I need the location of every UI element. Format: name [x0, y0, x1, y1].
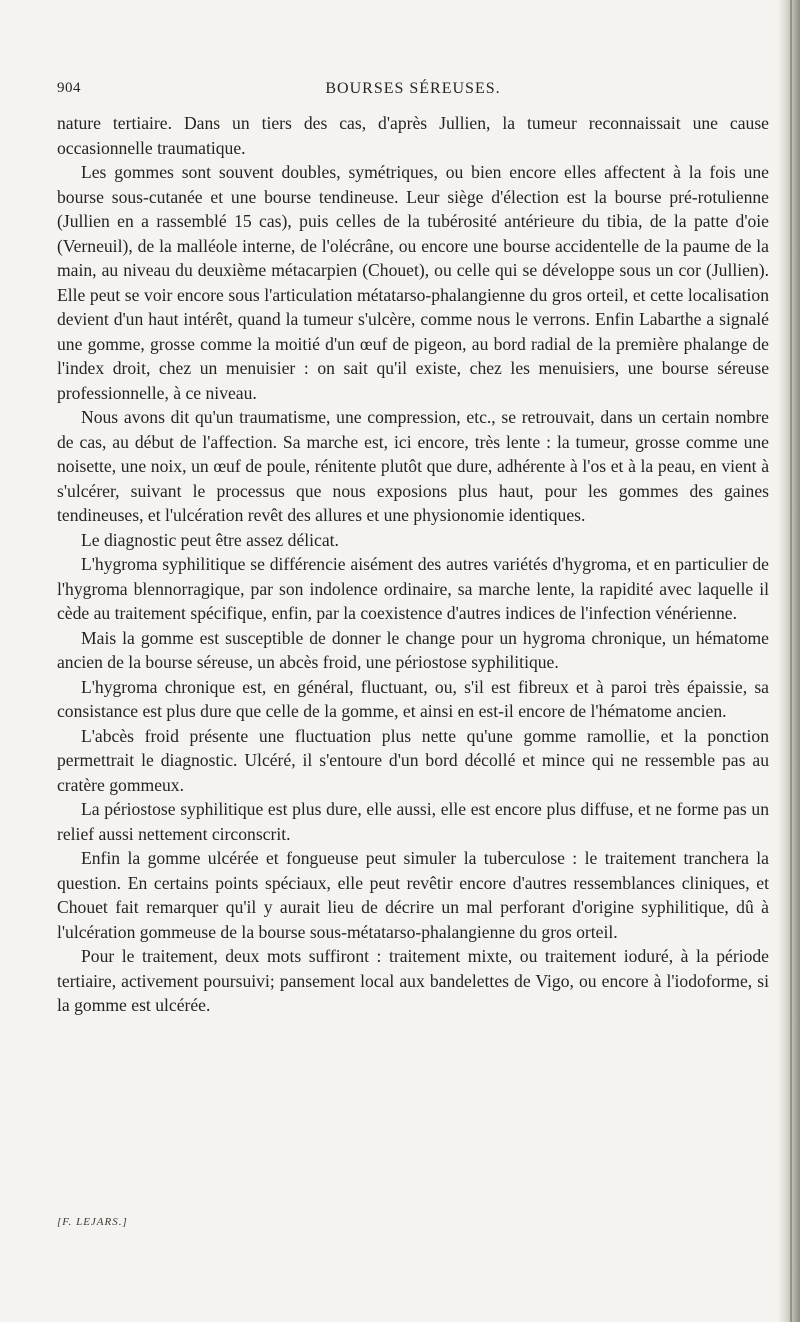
- header-title: BOURSES SÉREUSES.: [325, 80, 501, 97]
- paragraph: nature tertiaire. Dans un tiers des cas, d'après Jullien, la tumeur reconnaissait une cause occasionnelle traumatique.: [57, 113, 769, 158]
- paragraph: L'hygroma syphilitique se différencie aisément des autres variétés d'hygroma, et en particulier de l'hygroma blennorragique, par son indolence ordinaire, sa marche lente, la rapidité avec laquelle il cède au traitement spécifique, enfin, par la coexistence d'autres indices de l'infection vénérienne.: [57, 554, 769, 623]
- page-binding-edge: [778, 0, 800, 1322]
- running-head: [57, 80, 769, 106]
- paragraph: L'hygroma chronique est, en général, fluctuant, ou, s'il est fibreux et à paroi très épaissie, sa consistance est plus dure que celle de la gomme, et ainsi en est-il encore de l'hématome ancien.: [57, 676, 769, 721]
- body-text: [57, 111, 769, 1018]
- page-number: 904: [57, 80, 81, 96]
- paragraph: Enfin la gomme ulcérée et fongueuse peut simuler la tuberculose : le traitement tranchera la question. En certains points spéciaux, elle peut revêtir encore d'autres ressemblances cliniques, et Chouet fait remarquer qu'il y aurait lieu de décrire un mal perforant d'origine syphilitique, dû à l'ulcération gommeuse de la bourse sous-métatarso-phalangienne du gros orteil.: [57, 848, 769, 942]
- paragraph: L'abcès froid présente une fluctuation plus nette qu'une gomme ramollie, et la ponction permettrait le diagnostic. Ulcéré, il s'entoure d'un bord décollé et mince qui ne ressemble pas au cratère gommeux.: [57, 725, 769, 795]
- paragraph: Pour le traitement, deux mots suffiront : traitement mixte, ou traitement ioduré, à la période tertiaire, activement poursuivi; pansement local aux bandelettes de Vigo, ou encore à l'iodoforme, si la gomme est ulcérée.: [57, 946, 769, 1015]
- page-binding-line: [790, 0, 792, 1322]
- paragraph: Nous avons dit qu'un traumatisme, une compression, etc., se retrouvait, dans un certain nombre de cas, au début de l'affection. Sa marche est, ici encore, très lente : la tumeur, grosse comme une noisette, une noix, un œuf de poule, rénitente plutôt que dure, adhérente à l'os et à la peau, en vient à s'ulcérer, suivant le processus que nous exposions plus haut, pour les gommes des gaines tendineuses, et l'ulcération revêt des allures et une physionomie identiques.: [57, 407, 769, 525]
- paragraph: Le diagnostic peut être assez délicat.: [81, 529, 339, 550]
- paragraph: Mais la gomme est susceptible de donner le change pour un hygroma chronique, un hématome ancien de la bourse séreuse, un abcès froid, une périostose syphilitique.: [57, 627, 769, 672]
- paragraph: Les gommes sont souvent doubles, symétriques, ou bien encore elles affectent à la fois une bourse sous-cutanée et une bourse tendineuse. Leur siège d'élection est la bourse pré-rotulienne (Jullien en a rassemblé 15 cas), puis celles de la tubérosité antérieure du tibia, de la patte d'oie (Verneuil), de la malléole interne, de l'olécrâne, ou encore une bourse accidentelle de la paume de la main, au niveau du deuxième métacarpien (Chouet), ou celle qui se développe sous un cor (Jullien). Elle peut se voir encore sous l'articulation métatarso-phalangienne du gros orteil, et cette localisation devient d'un haut intérêt, quand la tumeur s'ulcère, comme nous le verrons. Enfin Labarthe a signalé une gomme, grosse comme la moitié d'un œuf de pigeon, au bord radial de la première phalange de l'index droit, chez un menuisier : on sait qu'il existe, chez les menuisiers, une bourse séreuse professionnelle, à ce niveau.: [57, 162, 769, 403]
- printer-mark: [F. LEJARS.]: [57, 1216, 128, 1228]
- paragraph: La périostose syphilitique est plus dure, elle aussi, elle est encore plus diffuse, et ne forme pas un relief aussi nettement circonscrit.: [57, 799, 769, 844]
